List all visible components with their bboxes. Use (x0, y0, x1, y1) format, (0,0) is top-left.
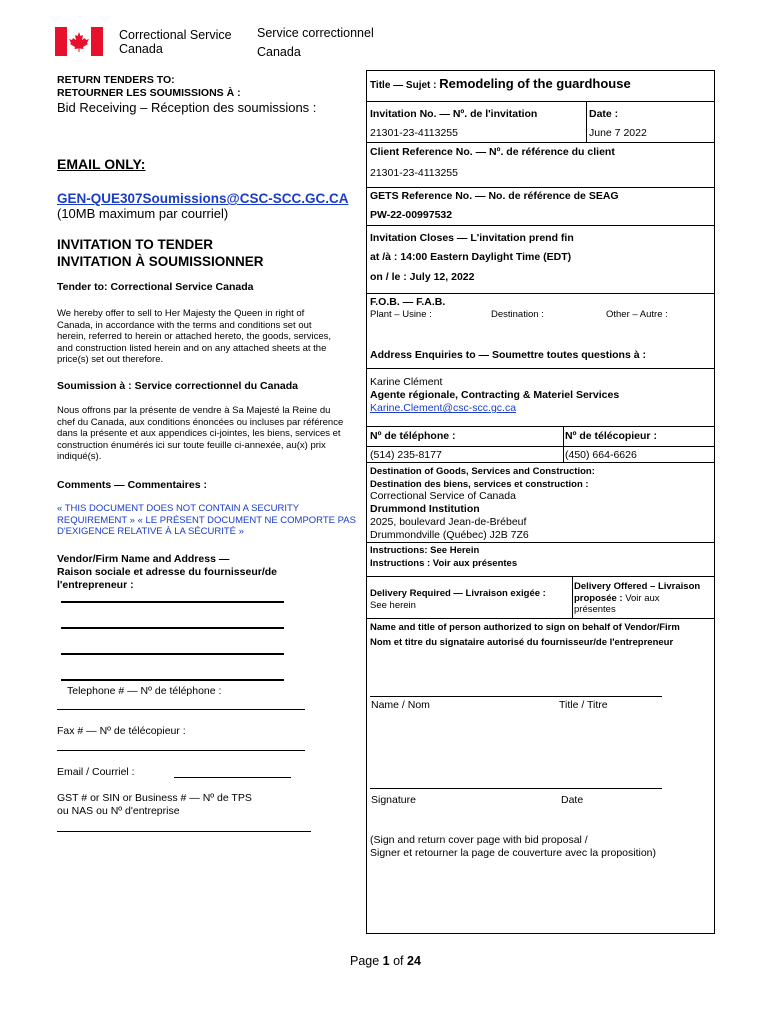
fax-value: (450) 664-6626 (565, 449, 637, 461)
department-name-en: Correctional Service Canada (119, 28, 232, 56)
soumission-to-label: Soumission à : Service correctionnel du Canada (57, 380, 298, 392)
fob-label: F.O.B. — F.A.B. (370, 296, 446, 308)
client-ref-label: Client Reference No. — Nº. de référence du client (370, 146, 615, 158)
vendor-label: Vendor/Firm Name and Address — Raison sociale et adresse du fournisseur/de l'entrepreneur : (57, 553, 277, 591)
signature-line[interactable] (370, 788, 662, 789)
department-name-fr: Service correctionnel Canada (257, 26, 374, 59)
contact-name: Karine Clément (370, 376, 443, 388)
signature-label: Signature (371, 794, 416, 806)
offer-text-fr: Nous offrons par la présente de vendre à Sa Majesté la Reine du chef du Canada, aux conditions énoncées ou incluses par référence dans la présente et aux appendices ci-jointes, les biens, services et construction énumérés ici sur toute feuille ci-annexée, au(x) prix indiqué(s). (57, 405, 344, 462)
sign-return-note: (Sign and return cover page with bid proposal / Signer et retourner la page de couverture avec la proposition) (370, 834, 657, 859)
title-label: Title / Titre (559, 699, 608, 711)
bid-email-link[interactable]: GEN-QUE307Soumissions@CSC-SCC.GC.CA (57, 191, 349, 206)
fax-field[interactable] (57, 750, 305, 751)
vendor-line-2[interactable] (61, 627, 284, 629)
phone-label: Nº de téléphone : (370, 430, 456, 442)
vendor-line-4[interactable] (61, 679, 284, 681)
size-limit-note: (10MB maximum par courriel) (57, 206, 229, 221)
contact-email-link[interactable]: Karine.Clement@csc-scc.gc.ca (370, 402, 517, 414)
comments-label: Comments — Commentaires : (57, 479, 207, 491)
gets-label: GETS Reference No. — No. de référence de SEAG (370, 190, 619, 202)
gets-value: PW-22-00997532 (370, 209, 453, 221)
invitation-heading: INVITATION TO TENDER INVITATION À SOUMISSIONNER (57, 237, 264, 269)
email-only-label: EMAIL ONLY: (57, 156, 146, 172)
name-title-line[interactable] (370, 696, 662, 697)
closes-date: on / le : July 12, 2022 (370, 271, 475, 283)
bid-receiving-label: Bid Receiving – Réception des soumissions : (57, 100, 317, 115)
telephone-label: Telephone # — Nº de téléphone : (67, 685, 222, 697)
fax-label-right: Nº de télécopieur : (565, 430, 657, 442)
vendor-line-1[interactable] (61, 601, 284, 603)
client-ref-value: 21301-23-4113255 (370, 167, 458, 179)
closes-time: at /à : 14:00 Eastern Daylight Time (EDT) (370, 251, 572, 263)
address-enquiries-label: Address Enquiries to — Soumettre toutes questions à : (370, 349, 646, 361)
contact-role: Agente régionale, Contracting & Materiel Services (370, 389, 620, 401)
fob-other: Other – Autre : (606, 309, 668, 320)
security-note: « THIS DOCUMENT DOES NOT CONTAIN A SECURITY REQUIREMENT » « LE PRÉSENT DOCUMENT NE COMPORTE PAS D'EXIGENCE RELATIVE À LA SÉCURITÉ » (57, 503, 356, 537)
gst-field[interactable] (57, 831, 311, 832)
delivery-offered: Delivery Offered – Livraison proposée : Voir aux présentes (574, 581, 701, 615)
destination-goods-label: Destination of Goods, Services and Construction: Destination des biens, services et construction : (370, 466, 595, 490)
invitation-no-value: 21301-23-4113255 (370, 127, 458, 139)
date-label: Date : (589, 108, 619, 120)
page-number: Page 1 of 24 (350, 954, 421, 968)
email-field[interactable] (174, 777, 291, 778)
fax-label: Fax # — Nº de télécopieur : (57, 725, 186, 737)
tender-to-label: Tender to: Correctional Service Canada (57, 281, 254, 293)
date-value: June 7 2022 (589, 127, 647, 139)
fob-plant: Plant – Usine : (370, 309, 432, 320)
name-title-label: Name and title of person authorized to sign on behalf of Vendor/Firm Nom et titre du signataire autorisé du fournisseur/de l'entrepreneur (370, 622, 680, 648)
instructions-label: Instructions: See Herein Instructions : Voir aux présentes (370, 545, 518, 569)
delivery-required: Delivery Required — Livraison exigée : See herein (370, 588, 546, 611)
destination-address: Correctional Service of Canada Drummond Institution 2025, boulevard Jean-de-Brébeuf Drummondville (Québec) J2B 7Z6 (370, 490, 529, 541)
email-label: Email / Courriel : (57, 766, 135, 778)
title-row: Title — Sujet : Remodeling of the guardhouse (370, 76, 631, 91)
return-tenders-label: RETURN TENDERS TO: RETOURNER LES SOUMISSIONS À : (57, 74, 241, 99)
telephone-field[interactable] (57, 709, 305, 710)
vendor-line-3[interactable] (61, 653, 284, 655)
phone-value: (514) 235-8177 (370, 449, 442, 461)
closes-label: Invitation Closes — L'invitation prend fin (370, 232, 574, 244)
name-label: Name / Nom (371, 699, 430, 711)
offer-text-en: We hereby offer to sell to Her Majesty the Queen in right of Canada, in accordance with the terms and conditions set out herein, referred to herein or attached hereto, the goods, services, and construction listed herein and on any attached sheets at the price(s) set out therefore. (57, 308, 332, 365)
signature-date-label: Date (561, 794, 584, 806)
fob-destination: Destination : (491, 309, 544, 320)
invitation-no-label: Invitation No. — Nº. de l'invitation (370, 108, 538, 120)
canada-flag-logo (55, 27, 103, 56)
gst-label: GST # or SIN or Business # — Nº de TPS ou NAS ou Nº d'entreprise (57, 792, 252, 817)
